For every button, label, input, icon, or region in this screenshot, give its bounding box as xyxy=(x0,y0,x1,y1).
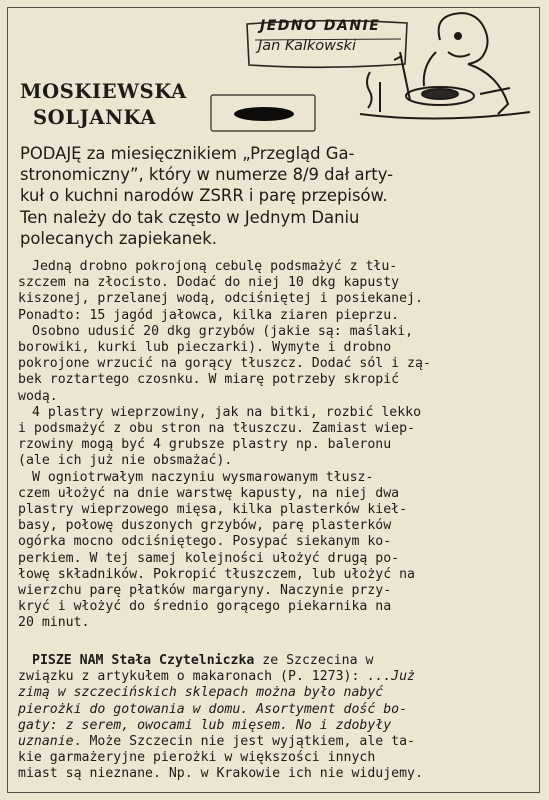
body-line: szczem na złocisto. Dodać do niej 10 dkg kapusty xyxy=(18,275,400,291)
letter-from: Stała Czytelniczka xyxy=(111,653,255,668)
body-line: i podsmażyć z obu stron na tłuszczu. Zamiast wiep- xyxy=(18,421,415,437)
sausage-illustration xyxy=(210,94,316,132)
intro-line: polecanych zapiekanek. xyxy=(20,228,217,248)
intro-line: kuł o kuchni narodów ZSRR i parę przepisów. xyxy=(20,186,388,206)
letter-line xyxy=(18,653,532,669)
paragraph-assembly xyxy=(18,470,532,632)
body-line: Jedną drobno pokrojoną cebulę podsmażyć z tłu- xyxy=(32,259,398,274)
letter-quote: uznanie xyxy=(18,734,74,750)
intro-line: stronomiczny”, który w numerze 8/9 dał arty- xyxy=(20,165,394,185)
letter-line xyxy=(18,734,532,750)
body-line: plastry wieprzowego mięsa, kilka plasterków kieł- xyxy=(18,502,408,518)
letter-text: ze Szczecina w xyxy=(254,653,374,668)
body-line: 20 minut. xyxy=(18,615,90,631)
letter-line: kie garmażeryjne pierożki w większości innych xyxy=(18,750,376,766)
paragraph-pork xyxy=(18,405,532,470)
letter-quote: ...Już xyxy=(367,669,415,685)
body-line: rzowiny mogą być 4 grubsze plastry np. baleronu xyxy=(18,437,392,453)
letter-quote-line: gaty: z serem, owocami lub mięsem. No i zdobyły xyxy=(18,717,392,733)
body-line: 4 plastry wieprzowiny, jak na bitki, rozbić lekko xyxy=(32,404,422,420)
column-author: Jan Kalkowski xyxy=(258,38,356,54)
body-line: Osobno udusić 20 dkg grzybów (jakie są: maślaki, xyxy=(32,323,414,339)
article-body xyxy=(18,259,532,632)
body-line: Ponadto: 15 jagód jałowca, kilka ziaren pieprzu. xyxy=(18,307,400,323)
body-line: pokrojone wrzucić na gorący tłuszcz. Dodać sól i zą- xyxy=(18,356,431,372)
column-name: JEDNO DANIE xyxy=(260,18,381,34)
intro-line: Ten należy do tak często w Jednym Daniu xyxy=(20,207,360,227)
body-line: kiszonej, przelanej wodą, odciśniętej i posiekanej. xyxy=(18,291,423,307)
letter-text: związku z artykułem o makaronach (P. 1273): xyxy=(18,669,368,685)
body-line: kryć i włożyć do średnio gorącego piekarnika na xyxy=(18,599,392,615)
body-line: łowę składników. Pokropić tłuszczem, lub ułożyć na xyxy=(18,566,415,582)
body-line: basy, połowę duszonych grzybów, parę plasterków xyxy=(18,518,392,534)
body-line: bek roztartego czosnku. W miarę potrzeby skropić xyxy=(18,372,400,388)
article-title-line2: SOLJANKA xyxy=(33,106,157,129)
chef-cartoon-illustration xyxy=(340,12,540,132)
letter-quote-line: zimą w szczecińskich sklepach można było nabyć xyxy=(18,685,384,701)
letter-line xyxy=(18,669,532,685)
letter-lead: PISZE NAM xyxy=(32,653,104,668)
article-title-line1: MOSKIEWSKA xyxy=(20,80,187,103)
body-line: ogórka mocno odciśniętego. Posypać siekanym ko- xyxy=(18,534,392,550)
body-line: wierzchu parę płatków margaryny. Naczynie przy- xyxy=(18,583,392,599)
body-line: czem ułożyć na dnie warstwę kapusty, na niej dwa xyxy=(18,485,400,501)
letter-text: . Może Szczecin nie jest wyjątkiem, ale ta- xyxy=(73,734,415,750)
body-line: perkiem. W tej samej kolejności ułożyć drugą po- xyxy=(18,550,400,566)
paragraph-mushrooms xyxy=(18,324,532,405)
body-line: (ale ich już nie obsmażać). xyxy=(18,453,233,469)
letter-line: miast są nieznane. Np. w Krakowie ich nie widujemy. xyxy=(18,766,423,782)
letter-quote-line: pierożki do gotowania w domu. Asortyment dość bo- xyxy=(18,701,408,717)
body-line: borowiki, kurki lub pieczarki). Wymyte i drobno xyxy=(18,340,392,356)
body-line: W ogniotrwałym naczyniu wysmarowanym tłusz- xyxy=(32,469,374,485)
intro-line: PODAJĘ za miesięcznikiem „Przegląd Ga- xyxy=(20,144,355,163)
article-intro xyxy=(20,143,532,249)
body-line: wodą. xyxy=(18,388,58,404)
reader-letter xyxy=(18,653,532,783)
paragraph-onion xyxy=(18,259,532,324)
